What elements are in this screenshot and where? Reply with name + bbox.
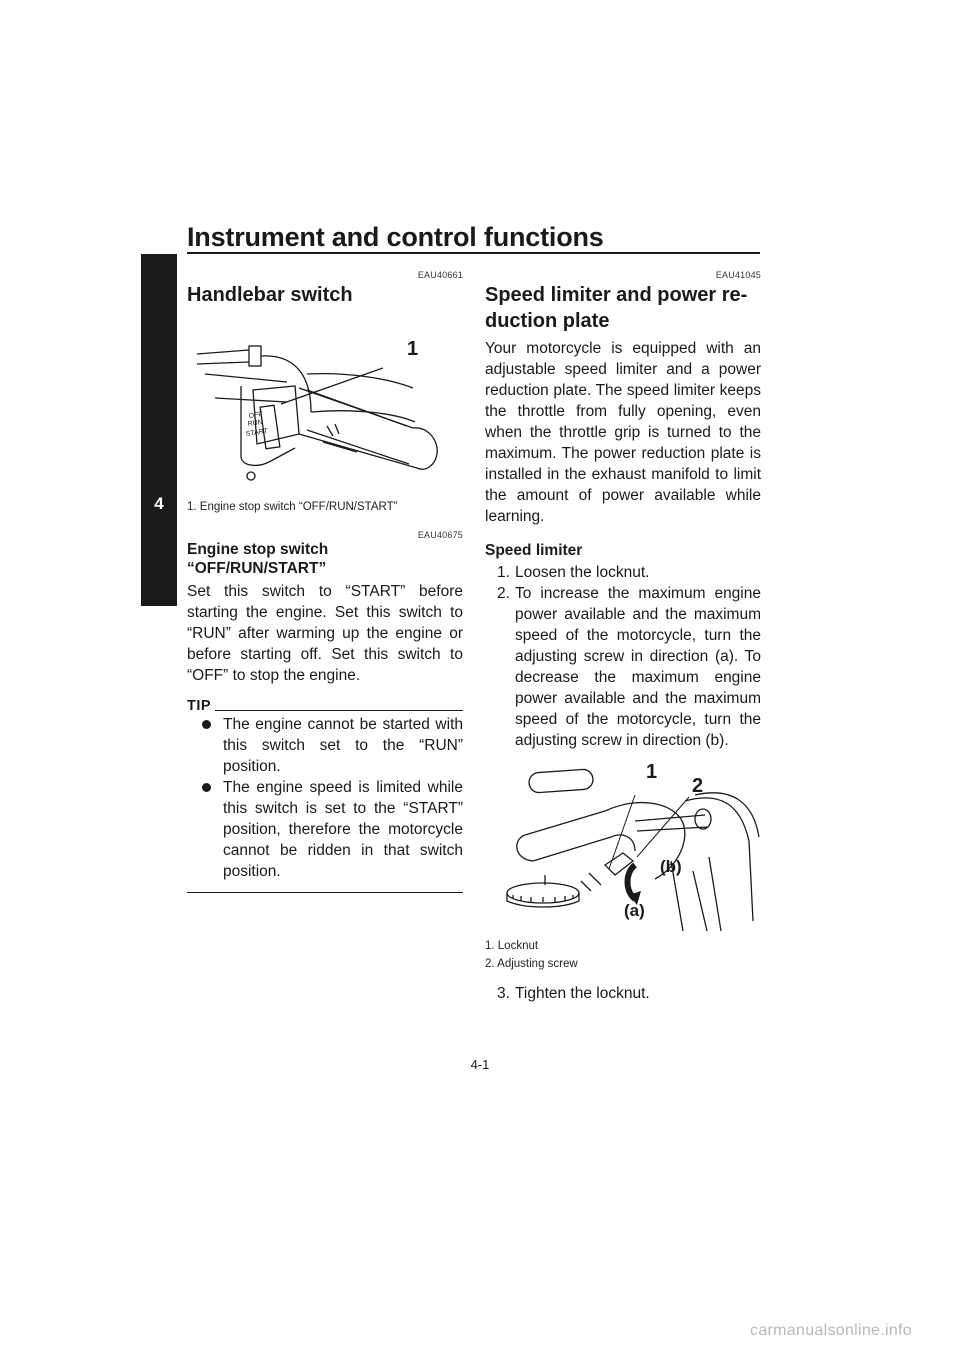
chapter-tab [141,254,177,606]
steps-list [485,562,761,751]
final-step-list [485,983,761,1004]
handlebar-switch-illustration [187,316,463,494]
subsection-code: EAU40675 [417,530,463,540]
tip-header [187,698,463,714]
figure-caption-locknut: 1. Locknut [485,940,539,952]
step-text: Tighten the locknut. [515,985,650,1002]
tip-label: TIP [187,698,212,714]
tip-list [187,714,463,882]
page-title: Instrument and control functions [187,222,604,252]
step-number: 1. [497,564,510,581]
watermark: carmanualsonline.info [750,1322,912,1339]
tip-end-rule [187,892,463,893]
tip-item: The engine speed is limited while this switch is set to the “START” position, therefore the motorcycle cannot be ridden in that switch position. [187,777,463,882]
tip-item: The engine cannot be started with this switch set to the “RUN” position. [187,714,463,777]
subsection-title-line1: Engine stop switch [187,541,329,558]
figure-caption-adjusting-screw: 2. Adjusting screw [485,958,578,970]
direction-label-a: (a) [624,901,645,920]
direction-label-b: (b) [660,857,682,876]
figure-caption: 1. Engine stop switch “OFF/RUN/START” [187,501,398,513]
title-rule [187,252,760,254]
handlebar-drawing [187,316,463,494]
step-text: Loosen the locknut. [515,564,650,581]
step-item [485,583,761,751]
section-code: EAU40661 [417,270,463,280]
step-number: 3. [497,985,510,1002]
left-column [187,270,463,893]
step-number: 2. [497,585,510,602]
switch-label-start: START [245,427,269,438]
figure-callout-1: 1 [646,761,658,783]
switch-label-run: RUN [247,418,264,428]
figure-callout-2: 2 [692,775,704,797]
speed-limiter-illustration [485,761,761,933]
page-number: 4-1 [470,1057,490,1072]
subheading-speed-limiter: Speed limiter [485,542,583,559]
speed-limiter-intro: Your motorcycle is equipped with an adjustable speed limiter and a power reduction plate. The speed limiter keeps the throttle from fully opening, even when the throttle grip is turned to the maximum. The power reduction plate is installed in the exhaust manifold to limit the amount of power available while learning. [485,340,761,525]
step-item [485,983,761,1004]
section-title-handlebar-switch: Handlebar switch [187,284,353,306]
section-title-line1: Speed limiter and power re- [485,284,748,306]
step-item [485,562,761,583]
switch-position-labels [245,411,269,438]
section-code: EAU41045 [715,270,761,280]
chapter-number: 4 [154,494,164,513]
switch-label-off: OFF [248,411,264,420]
section-title-line2: duction plate [485,310,610,332]
step-text: To increase the maximum engine power available and the maximum speed of the motorcycle, turn the adjusting screw in direction (a). To decrease the maximum engine power available and the maximum speed of the motorcycle, turn the adjusting screw in direction (b). [515,585,761,749]
right-column [485,270,761,1004]
speed-limiter-drawing [485,761,761,933]
tip-rule [215,710,463,711]
figure-callout-1: 1 [407,338,419,360]
subsection-title-line2: “OFF/RUN/START” [187,560,327,577]
engine-stop-switch-body: Set this switch to “START” before starting the engine. Set this switch to “RUN” after warming up the engine or before starting off. Set this switch to “OFF” to stop the engine. [187,583,463,684]
